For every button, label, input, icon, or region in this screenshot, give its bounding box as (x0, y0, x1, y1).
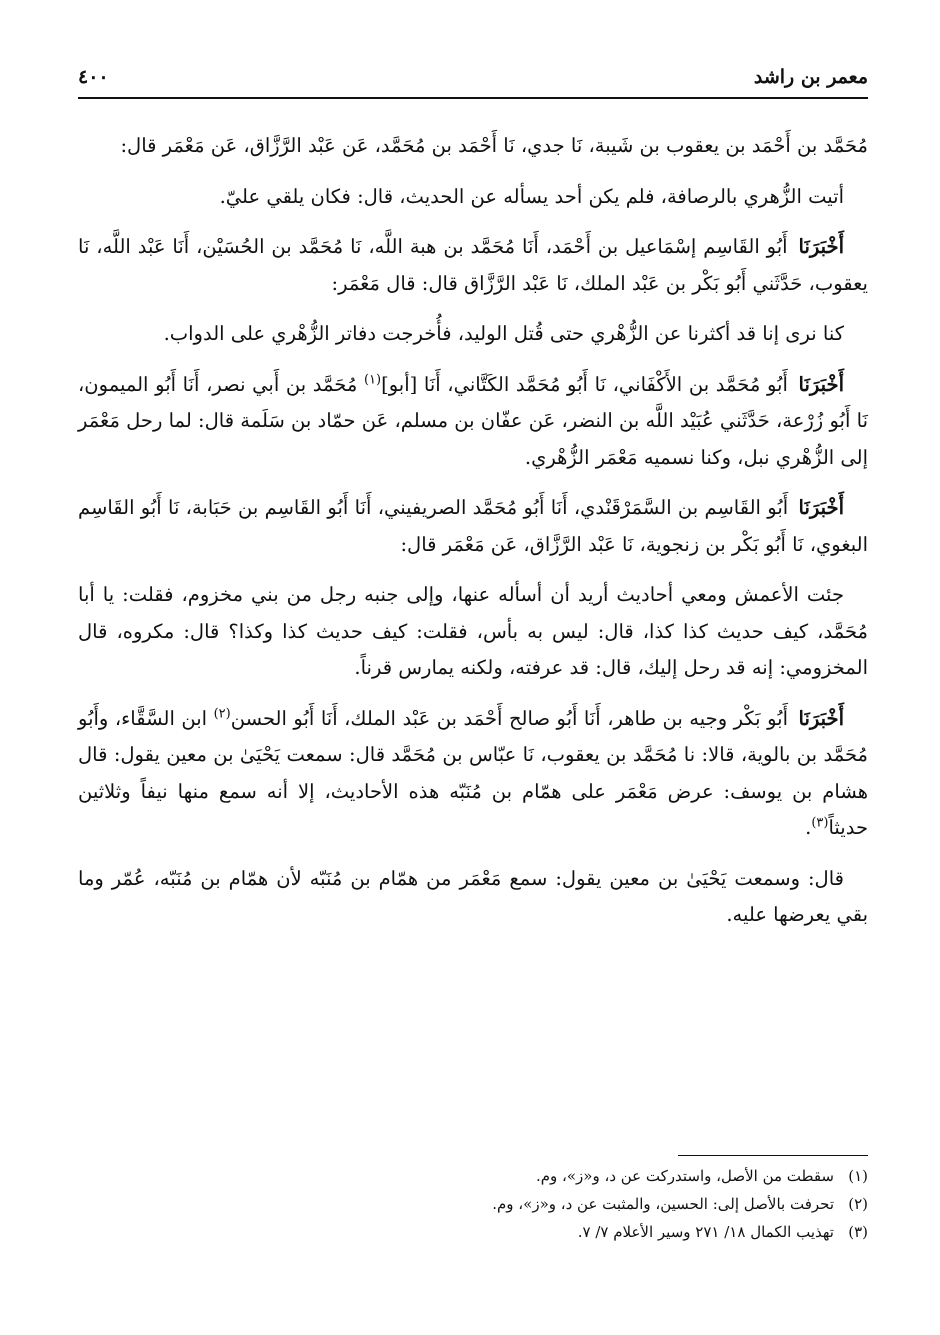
paragraph-text: أَبُو مُحَمَّد بن الأَكْفَاني، نَا أَبُو مُحَمَّد الكَتَّاني، أَنَا [أبو] (381, 372, 788, 396)
paragraph-matn-3 (78, 577, 868, 687)
running-title: معمر بن راشد (753, 66, 868, 88)
footnote-3 (78, 1218, 868, 1246)
footnote-rule (678, 1155, 868, 1156)
paragraph-matn-1 (78, 179, 868, 216)
paragraph-end: . (805, 816, 812, 839)
footnote-ref-3: (٣) (811, 815, 829, 831)
footnote-text: تهذيب الكمال ١٨/ ٢٧١ وسير الأعلام ٧/ ٧. (577, 1223, 834, 1241)
paragraph-isnad-2 (78, 229, 868, 302)
footnote-mark: (٣) (848, 1223, 868, 1241)
akhbarana-lead: أَخْبَرَنَا (798, 372, 845, 396)
footnote-text: سقطت من الأصل، واستدركت عن د، و«ز»، وم. (535, 1167, 834, 1185)
paragraph-matn-4 (78, 861, 868, 934)
paragraph-text: مُحَمَّد بن أَحْمَد بن يعقوب بن شَيبة، نَا جدي، نَا أَحْمَد بن مُحَمَّد، عَن عَبْد الرَّزَّاق، عَن مَعْمَر قال: (120, 134, 868, 157)
akhbarana-lead: أَخْبَرَنَا (798, 496, 844, 519)
page-header (78, 62, 868, 96)
akhbarana-lead: أَخْبَرَنَا (798, 706, 844, 730)
footnote-text: تحرفت بالأصل إلى: الحسين، والمثبت عن د، و«ز»، وم. (492, 1195, 834, 1213)
footnote-2 (78, 1190, 868, 1218)
footnote-ref-2: (٢) (213, 706, 231, 721)
footnotes (78, 1162, 868, 1246)
paragraph-isnad-4 (78, 490, 868, 563)
paragraph-isnad-3 (78, 367, 868, 477)
header-rule (78, 97, 868, 99)
page-number: ٤٠٠ (78, 66, 109, 88)
paragraph-text: أَبُو القَاسِم إسْمَاعيل بن أَحْمَد، أَنَا مُحَمَّد بن هبة اللَّه، نَا مُحَمَّد بن الحُسَيْن، أَنَا عَبْد اللَّه، نَا يعقوب، حَدَّثَني أَبُو بَكْر بن عَبْد الملك، نَا عَبْد الرَّزَّاق قال: قال مَعْمَر: (78, 235, 868, 295)
paragraph-text: قال: وسمعت يَحْيَىٰ بن معين يقول: سمع مَعْمَر من همّام بن مُنَبّه لأن همّام بن مُنَبّه، عُمّر وما بقي يعرضها عليه. (78, 866, 868, 926)
footnote-mark: (٢) (848, 1195, 868, 1213)
paragraph-text-tail: مُحَمَّد بن أَبي نصر، أَنَا أَبُو الميمون، نَا أَبُو زُرْعة، حَدَّثَني عُبَيْد اللَّه بن النضر، عَن عفّان بن مسلم، عَن حمّاد بن سَلَمة قال: لما رحل مَعْمَر إلى الزُّهْري نبل، وكنا نسميه مَعْمَر الزُّهْري. (78, 372, 868, 469)
paragraph-text: أتيت الزُّهري بالرصافة، فلم يكن أحد يسأله عن الحديث، قال: فكان يلقي عليّ. (219, 184, 844, 208)
paragraph-isnad-1 (78, 128, 868, 165)
main-text (78, 128, 868, 948)
paragraph-text: كنا نرى إنا قد أكثرنا عن الزُّهْري حتى قُتل الوليد، فأُخرجت دفاتر الزُّهْري على الدواب. (163, 322, 844, 345)
paragraph-isnad-5 (78, 701, 868, 847)
paragraph-text: جئت الأعمش ومعي أحاديث أريد أن أسأله عنها، وإلى جنبه رجل من بني مخزوم، فقلت: يا أبا مُحَمَّد، كيف حديث كذا كذا، قال: ليس به بأس، فقلت: كيف حديث كذا وكذا؟ قال: مكروه، قال المخزومي: إنه قد رحل إليك، قال: قد عرفته، ولكنه يمارس قرناً. (78, 583, 868, 679)
akhbarana-lead: أَخْبَرَنَا (798, 235, 844, 258)
paragraph-text: أَبُو بَكْر وجيه بن طاهر، أَنَا أَبُو صالح أَحْمَد بن عَبْد الملك، أَنَا أَبُو الحسن (230, 706, 788, 730)
footnote-1 (78, 1162, 868, 1190)
paragraph-matn-2 (78, 316, 868, 353)
footnote-ref-1: (١) (363, 372, 382, 387)
paragraph-text: أَبُو القَاسِم بن السَّمَرْقَنْدي، أَنَا أَبُو مُحَمَّد الصريفيني، أَنَا أَبُو القَاسِم بن حَبَابة، نَا أَبُو القَاسِم البغوي، نَا أَبُو بَكْر بن زنجوية، نَا عَبْد الرَّزَّاق، عَن مَعْمَر قال: (78, 496, 868, 556)
paragraph-text-tail: ابن السَّقَّاء، وأَبُو مُحَمَّد بن بالوية، قالا: نا مُحَمَّد بن يعقوب، نَا عبّاس بن مُحَمَّد قال: سمعت يَحْيَىٰ بن معين يقول: قال هشام بن يوسف: عرض مَعْمَر على همّام بن مُنَبّه هذه الأحاديث، إلا أنه سمع منها نيفاً وثلاثين حديثاً (78, 706, 868, 839)
footnote-mark: (١) (848, 1167, 868, 1185)
